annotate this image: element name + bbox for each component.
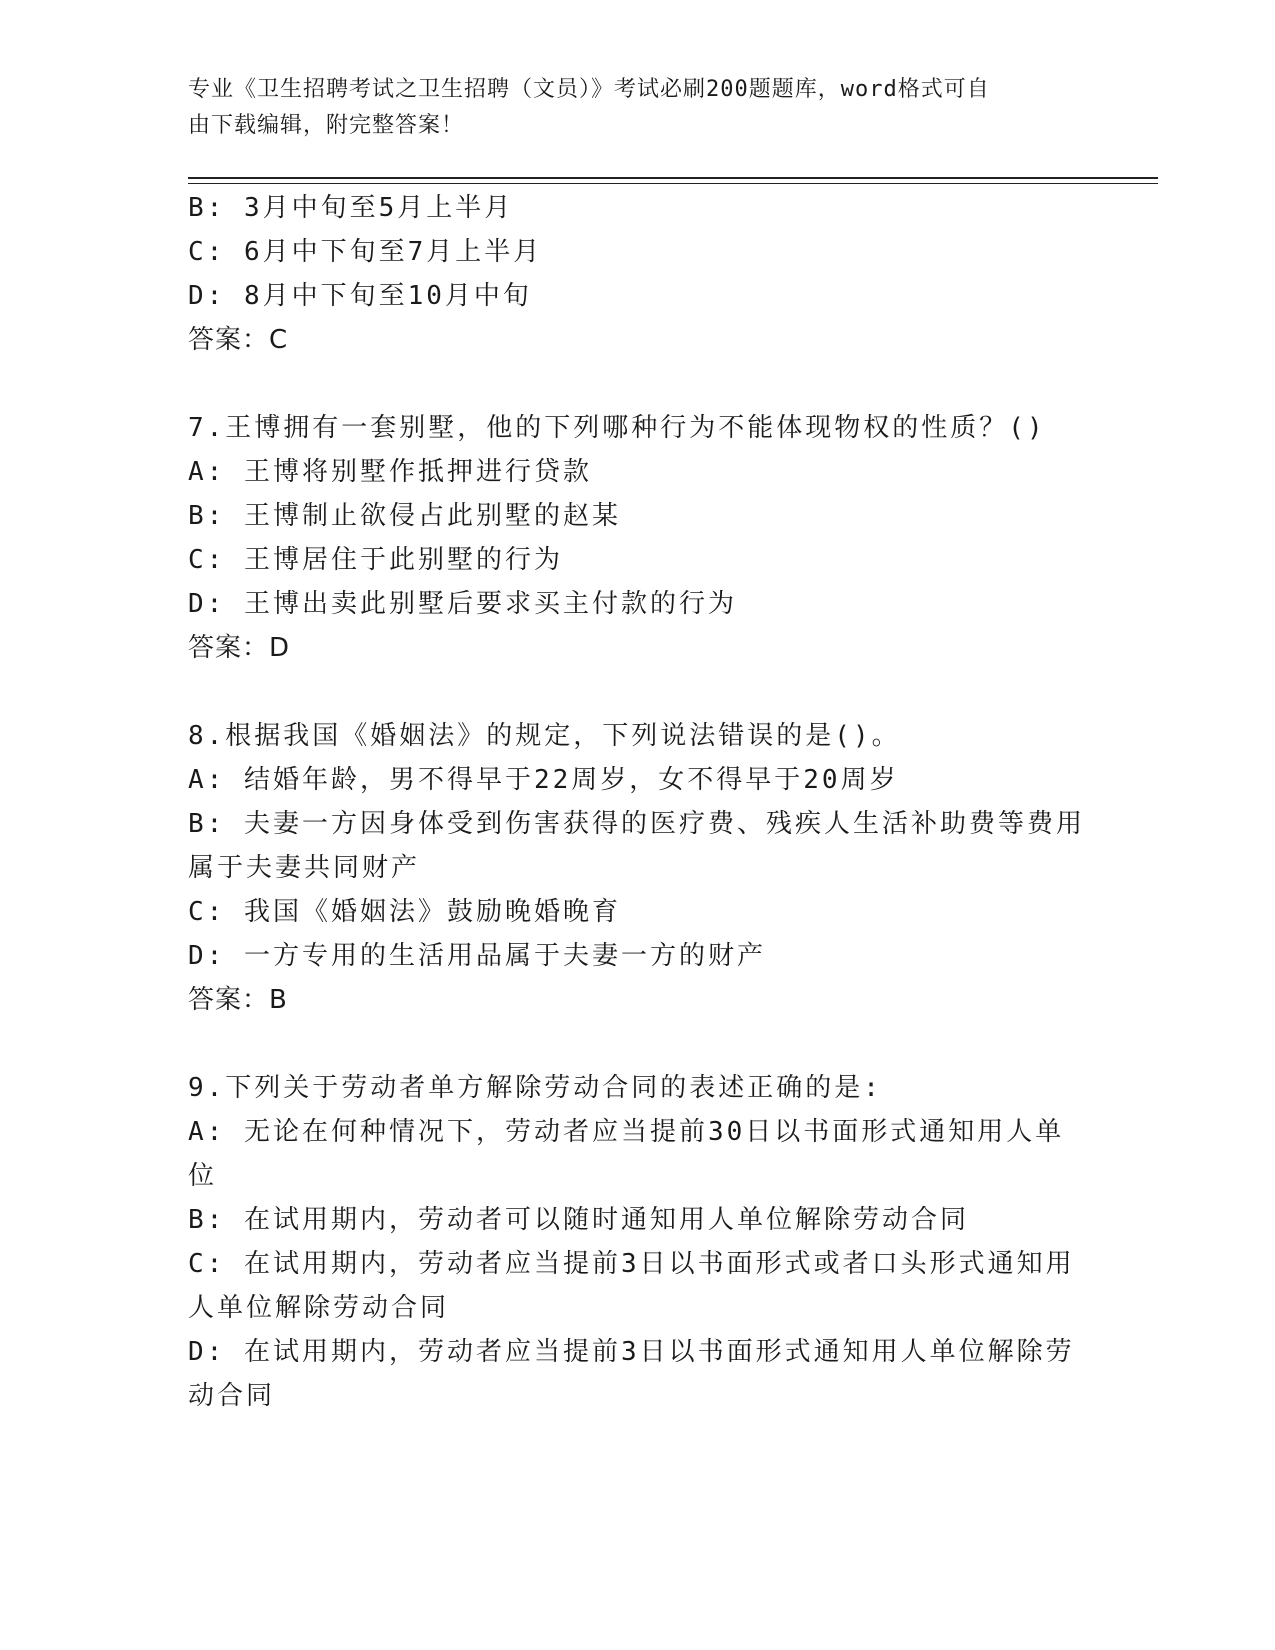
q9-option-b: B: 在试用期内，劳动者可以随时通知用人单位解除劳动合同	[188, 1205, 969, 1235]
q8-question: 8.根据我国《婚姻法》的规定，下列说法错误的是()。	[188, 721, 901, 751]
q9-option-d-line-2: 动合同	[188, 1381, 276, 1411]
document-header	[188, 72, 1068, 144]
q8-option-c: C: 我国《婚姻法》鼓励晚婚晚育	[188, 897, 621, 927]
q8-option-b-line-1: B: 夫妻一方因身体受到伤害获得的医疗费、残疾人生活补助费等费用	[188, 809, 1085, 839]
q7-option-a: A: 王博将别墅作抵押进行贷款	[188, 457, 592, 487]
q8-option-b-line-2: 属于夫妻共同财产	[188, 853, 421, 883]
q6-option-b: B: 3月中旬至5月上半月	[188, 193, 514, 223]
q6-option-d: D: 8月中下旬至10月中旬	[188, 281, 532, 311]
q7-option-c: C: 王博居住于此别墅的行为	[188, 545, 563, 575]
q6-answer: 答案：C	[188, 325, 289, 355]
q6-option-c: C: 6月中下旬至7月上半月	[188, 237, 543, 267]
q9-option-c-line-2: 人单位解除劳动合同	[188, 1293, 450, 1323]
q8-answer: 答案：B	[188, 985, 288, 1015]
header-divider-thin	[188, 183, 1158, 184]
header-line-2: 由下载编辑，附完整答案！	[188, 113, 465, 138]
q9-option-d-line-1: D: 在试用期内，劳动者应当提前3日以书面形式通知用人单位解除劳	[188, 1337, 1075, 1367]
q9-option-a-line-2: 位	[188, 1161, 218, 1191]
header-divider-thick	[188, 177, 1158, 179]
q7-option-b: B: 王博制止欲侵占此别墅的赵某	[188, 501, 621, 531]
q9-option-a-line-1: A: 无论在何种情况下，劳动者应当提前30日以书面形式通知用人单	[188, 1117, 1065, 1147]
q9-option-c-line-1: C: 在试用期内，劳动者应当提前3日以书面形式或者口头形式通知用	[188, 1249, 1075, 1279]
q7-question: 7.王博拥有一套别墅，他的下列哪种行为不能体现物权的性质？()	[188, 413, 1046, 443]
q7-answer: 答案：D	[188, 633, 291, 663]
q9-question: 9.下列关于劳动者单方解除劳动合同的表述正确的是:	[188, 1073, 882, 1103]
q7-option-d: D: 王博出卖此别墅后要求买主付款的行为	[188, 589, 737, 619]
q8-option-a: A: 结婚年龄，男不得早于22周岁，女不得早于20周岁	[188, 765, 899, 795]
header-line-1: 专业《卫生招聘考试之卫生招聘（文员）》考试必刷200题题库，word格式可自	[188, 77, 990, 102]
q8-option-d: D: 一方专用的生活用品属于夫妻一方的财产	[188, 941, 766, 971]
